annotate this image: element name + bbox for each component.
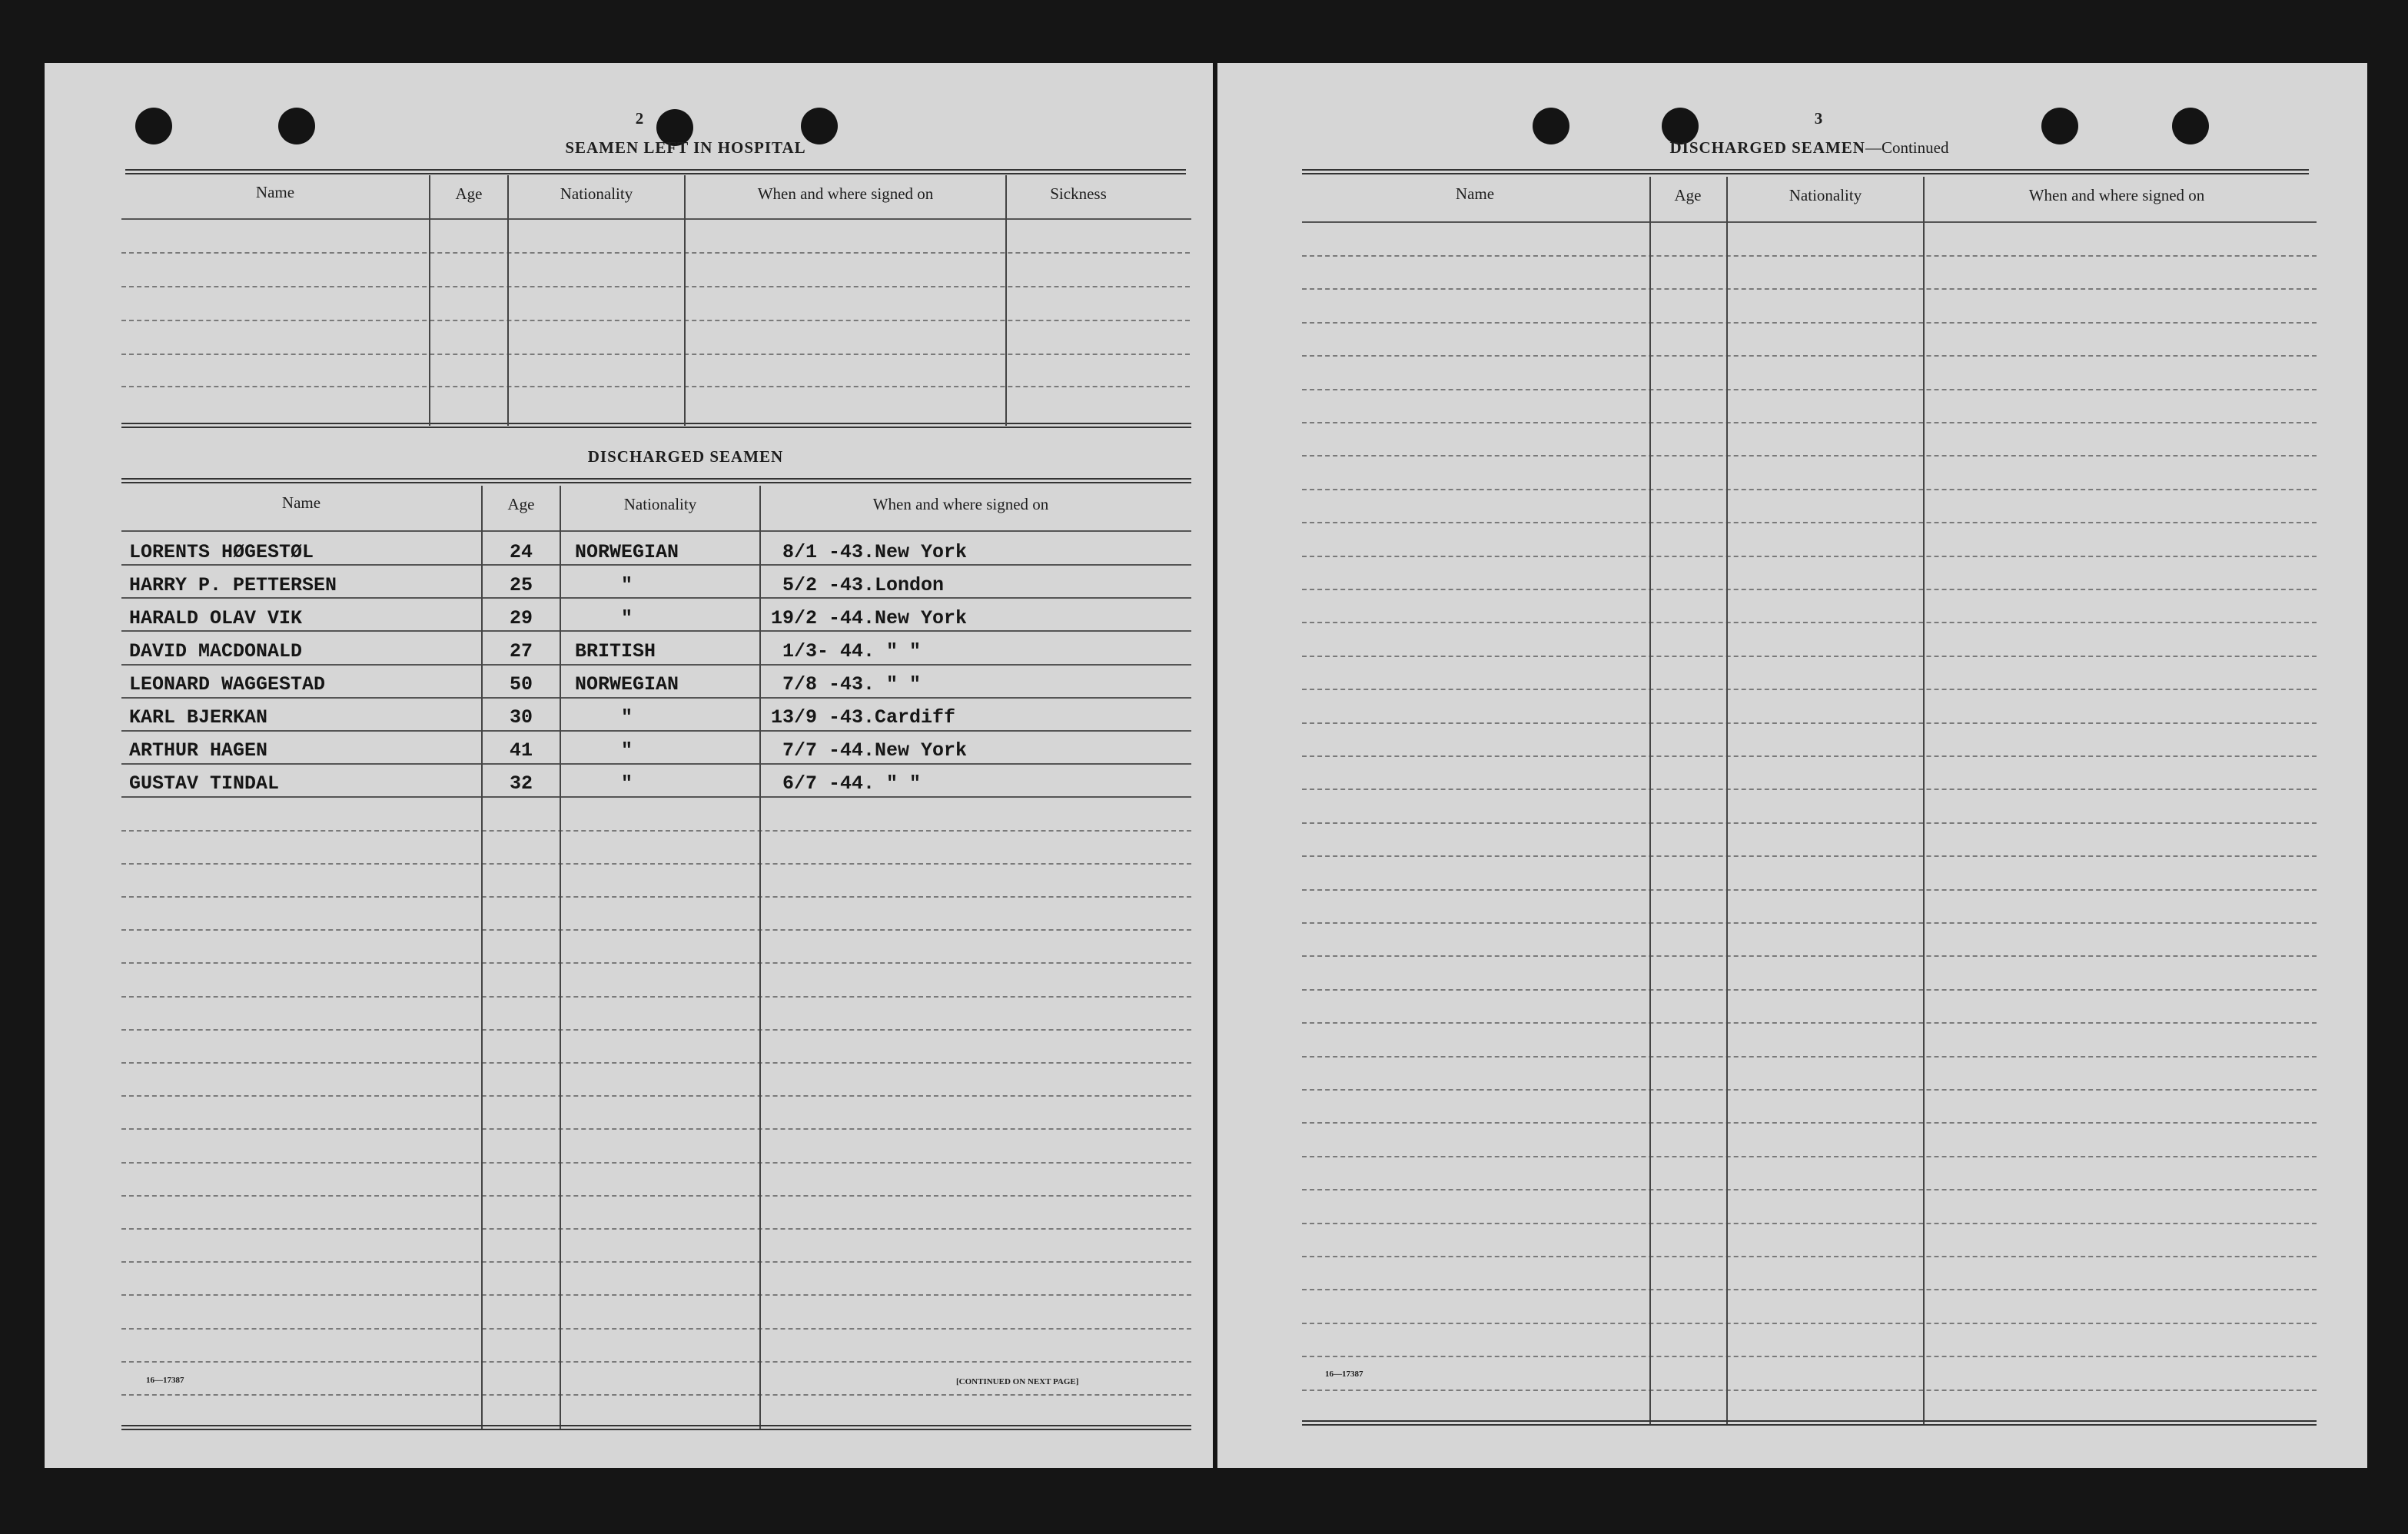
hospital-header-signed-on: When and where signed on	[757, 184, 934, 203]
row-line	[121, 1261, 1191, 1263]
row-line	[121, 1095, 1191, 1097]
row-line	[1302, 1156, 2317, 1157]
rule	[1302, 221, 2317, 223]
row-line	[121, 286, 1190, 287]
row-line	[1302, 1189, 2317, 1190]
row-line	[1302, 1356, 2317, 1357]
row-line	[1302, 556, 2317, 557]
row-line	[121, 1062, 1191, 1064]
row-line	[121, 796, 1191, 798]
cell-age: 30	[510, 706, 533, 729]
column-divider	[560, 486, 561, 1429]
discharged-title: DISCHARGED SEAMEN	[587, 447, 784, 466]
row-line	[1302, 1122, 2317, 1124]
row-line	[1302, 955, 2317, 957]
column-divider	[1726, 177, 1728, 1425]
cell-signed-on: 1/3- 44. " "	[782, 640, 922, 662]
continued-note: [CONTINUED ON NEXT PAGE]	[956, 1377, 1079, 1386]
discharged-header-signed-on: When and where signed on	[872, 495, 1049, 513]
form-number: 16—17387	[146, 1376, 184, 1385]
row-line	[121, 1294, 1191, 1296]
cell-nationality: "	[621, 607, 633, 629]
cell-age: 41	[510, 739, 533, 762]
cell-age: 32	[510, 772, 533, 795]
row-line	[1302, 755, 2317, 757]
continued-title	[1586, 138, 2032, 158]
cell-name: GUSTAV TINDAL	[129, 772, 280, 795]
cell-name: ARTHUR HAGEN	[129, 739, 268, 762]
cell-name: HARRY P. PETTERSEN	[129, 574, 337, 596]
hospital-header-nationality: Nationality	[560, 184, 633, 203]
cell-name: LEONARD WAGGESTAD	[129, 673, 326, 696]
row-line	[1302, 255, 2317, 257]
row-line	[1302, 489, 2317, 490]
header-signed-on: When and where signed on	[2028, 186, 2205, 204]
header-nationality: Nationality	[1789, 186, 1862, 204]
row-line	[1302, 1022, 2317, 1024]
row-line	[1302, 389, 2317, 390]
cell-nationality: "	[621, 706, 633, 729]
row-line	[1302, 789, 2317, 790]
column-divider	[1649, 177, 1651, 1425]
row-line	[1302, 1289, 2317, 1290]
row-line	[121, 630, 1191, 632]
left-page	[45, 63, 1213, 1468]
row-line	[121, 863, 1191, 865]
row-line	[1302, 589, 2317, 590]
cell-age: 29	[510, 607, 533, 629]
row-line	[121, 1228, 1191, 1230]
row-line	[1302, 855, 2317, 857]
row-line	[1302, 422, 2317, 423]
row-line	[121, 830, 1191, 832]
row-line	[1302, 656, 2317, 657]
column-divider	[759, 486, 761, 1429]
row-line	[1302, 989, 2317, 991]
cell-signed-on: 8/1 -43.New York	[782, 541, 968, 563]
row-line	[121, 896, 1191, 898]
hospital-title: SEAMEN LEFT IN HOSPITAL	[565, 138, 806, 157]
page-number: 2	[635, 109, 644, 128]
punch-hole	[135, 108, 172, 144]
cell-nationality: "	[621, 772, 633, 795]
row-line	[121, 1029, 1191, 1031]
punch-hole	[2172, 108, 2209, 144]
cell-nationality: "	[621, 739, 633, 762]
row-line	[1302, 1056, 2317, 1058]
rule	[121, 530, 1191, 532]
row-line	[1302, 455, 2317, 457]
column-divider	[507, 175, 509, 426]
header-age: Age	[1674, 186, 1702, 204]
title-text: DISCHARGED SEAMEN	[1669, 138, 1865, 157]
rule	[1302, 1420, 2317, 1426]
row-line	[121, 697, 1191, 699]
row-line	[121, 1361, 1191, 1363]
column-divider	[429, 175, 430, 426]
title-suffix: —Continued	[1865, 138, 1949, 157]
row-line	[1302, 822, 2317, 824]
page-number: 3	[1814, 109, 1823, 128]
rule	[121, 478, 1191, 483]
row-line	[1302, 722, 2317, 724]
punch-hole	[278, 108, 315, 144]
row-line	[1302, 355, 2317, 357]
row-line	[1302, 622, 2317, 623]
row-line	[1302, 1223, 2317, 1224]
cell-signed-on: 7/7 -44.New York	[782, 739, 968, 762]
cell-nationality: NORWEGIAN	[575, 673, 679, 696]
row-line	[121, 962, 1191, 964]
row-line	[121, 730, 1191, 732]
row-line	[121, 597, 1191, 599]
cell-signed-on: 19/2 -44.New York	[771, 607, 968, 629]
rule	[121, 218, 1191, 220]
row-line	[1302, 1089, 2317, 1091]
rule	[121, 423, 1191, 428]
punch-hole	[1533, 108, 1569, 144]
row-line	[1302, 889, 2317, 891]
cell-age: 25	[510, 574, 533, 596]
row-line	[121, 1394, 1191, 1396]
header-name: Name	[1455, 184, 1495, 203]
cell-signed-on: 7/8 -43. " "	[782, 673, 922, 696]
cell-signed-on: 5/2 -43.London	[782, 574, 945, 596]
column-divider	[684, 175, 686, 426]
row-line	[121, 320, 1190, 321]
punch-hole	[2041, 108, 2078, 144]
cell-age: 50	[510, 673, 533, 696]
cell-age: 27	[510, 640, 533, 662]
cell-nationality: BRITISH	[575, 640, 656, 662]
row-line	[121, 1328, 1191, 1330]
row-line	[1302, 1256, 2317, 1257]
column-divider	[1005, 175, 1007, 426]
hospital-header-sickness: Sickness	[1050, 184, 1107, 203]
row-line	[1302, 1323, 2317, 1324]
row-line	[121, 1128, 1191, 1130]
row-line	[1302, 322, 2317, 324]
row-line	[121, 386, 1190, 387]
right-page	[1217, 63, 2367, 1468]
row-line	[121, 252, 1190, 254]
column-divider	[1923, 177, 1925, 1425]
row-line	[1302, 922, 2317, 924]
cell-name: DAVID MACDONALD	[129, 640, 303, 662]
row-line	[121, 763, 1191, 765]
row-line	[1302, 689, 2317, 690]
rule	[125, 169, 1186, 174]
discharged-header-nationality: Nationality	[623, 495, 697, 513]
row-line	[121, 996, 1191, 998]
row-line	[1302, 1390, 2317, 1391]
rule	[1302, 169, 2309, 174]
hospital-header-age: Age	[455, 184, 483, 203]
row-line	[121, 564, 1191, 566]
cell-age: 24	[510, 541, 533, 563]
row-line	[121, 1162, 1191, 1164]
row-line	[1302, 522, 2317, 523]
cell-name: LORENTS HØGESTØL	[129, 541, 314, 563]
discharged-header-name: Name	[281, 493, 321, 512]
row-line	[1302, 288, 2317, 290]
cell-nationality: "	[621, 574, 633, 596]
row-line	[121, 1195, 1191, 1197]
hospital-header-name: Name	[255, 183, 295, 201]
cell-nationality: NORWEGIAN	[575, 541, 679, 563]
cell-name: HARALD OLAV VIK	[129, 607, 303, 629]
discharged-header-age: Age	[507, 495, 535, 513]
cell-name: KARL BJERKAN	[129, 706, 268, 729]
row-line	[121, 664, 1191, 666]
column-divider	[481, 486, 483, 1429]
cell-signed-on: 13/9 -43.Cardiff	[771, 706, 956, 729]
row-line	[121, 354, 1190, 355]
form-number: 16—17387	[1325, 1370, 1363, 1379]
row-line	[121, 929, 1191, 931]
rule	[121, 1425, 1191, 1430]
cell-signed-on: 6/7 -44. " "	[782, 772, 922, 795]
